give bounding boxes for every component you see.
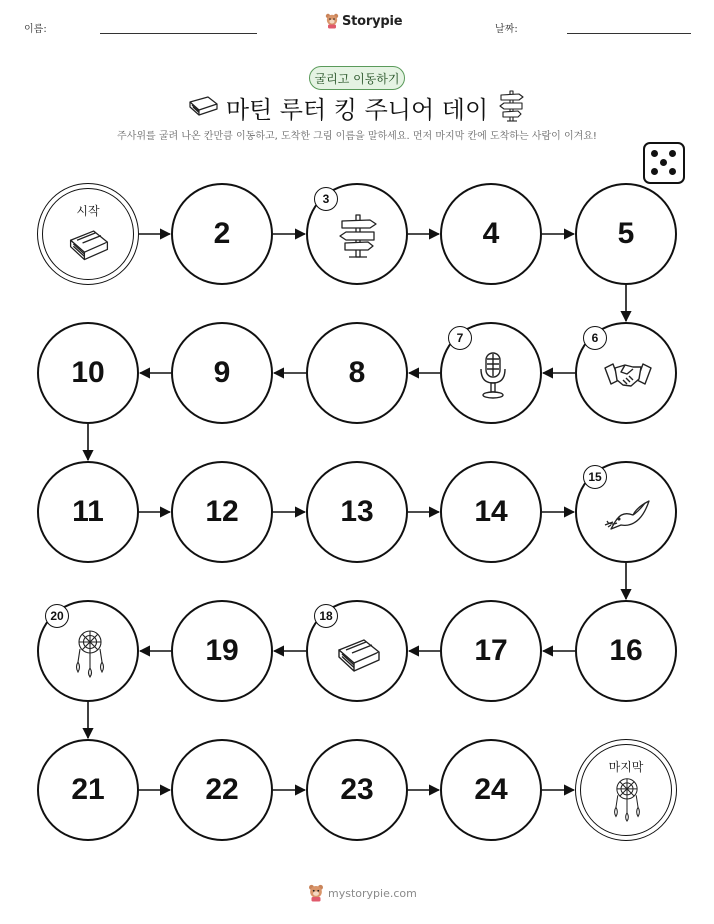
board-space[interactable] [37,322,139,424]
space-number: 5 [617,217,635,250]
board-space[interactable] [171,461,273,563]
space-number: 12 [205,495,239,528]
book-icon [66,220,112,266]
book-icon [334,628,384,678]
board-space[interactable] [306,739,408,841]
board-space[interactable] [575,600,677,702]
dreamcatcher-icon [604,776,650,822]
space-number-badge: 3 [314,187,338,211]
signpost-icon [334,211,384,261]
board-space[interactable] [440,183,542,285]
picture-space[interactable] [440,322,542,424]
date-label: 날짜: [495,24,518,35]
space-number: 8 [348,356,366,389]
board-space[interactable] [440,739,542,841]
space-number: 14 [474,495,508,528]
board-space[interactable] [171,183,273,285]
board-space[interactable] [306,322,408,424]
footer [308,884,417,902]
space-number: 2 [213,217,231,250]
finish-space[interactable] [575,739,677,841]
space-number-badge: 18 [314,604,338,628]
space-number: 9 [213,356,231,389]
space-number: 19 [205,634,239,667]
board-space[interactable] [440,600,542,702]
picture-space[interactable] [37,600,139,702]
space-number: 22 [205,773,239,806]
finish-label: 마지막 [608,760,644,774]
board-space[interactable] [440,461,542,563]
start-space[interactable] [37,183,139,285]
instructions: 주사위를 굴려 나온 칸만큼 이동하고, 도착한 그림 이름을 말하세요. 먼저 마지막 칸에 도착하는 사람이 이겨요! [117,131,597,142]
space-number: 4 [482,217,500,250]
space-number-badge: 7 [448,326,472,350]
start-label: 시작 [76,204,100,218]
space-number: 24 [474,773,508,806]
board-space[interactable] [171,600,273,702]
space-number: 10 [71,356,105,389]
space-number: 16 [609,634,643,667]
board-space[interactable] [37,461,139,563]
microphone-icon [468,350,518,400]
footer-url[interactable]: mystorypie.com [328,886,417,900]
picture-space[interactable] [306,600,408,702]
space-number: 21 [71,773,105,806]
activity-badge: 굴리고 이동하기 [309,66,405,90]
dreamcatcher-icon [65,628,115,678]
picture-space[interactable] [575,322,677,424]
space-number: 17 [474,634,508,667]
bear-logo-icon [308,884,324,902]
space-number-badge: 6 [583,326,607,350]
board-space[interactable] [37,739,139,841]
board-space[interactable] [306,461,408,563]
name-label: 이름: [24,24,47,35]
board-space[interactable] [171,322,273,424]
page-title: 마틴 루터 킹 주니어 데이 [225,96,489,124]
picture-space[interactable] [306,183,408,285]
space-number: 23 [340,773,374,806]
board-space[interactable] [171,739,273,841]
dove-icon [603,489,653,539]
board-space[interactable] [575,183,677,285]
space-number-badge: 15 [583,465,607,489]
brand-name: Storypie [342,13,403,29]
picture-space[interactable] [575,461,677,563]
space-number: 13 [340,495,374,528]
handshake-icon [603,350,653,400]
space-number: 11 [72,495,104,528]
space-number-badge: 20 [45,604,69,628]
